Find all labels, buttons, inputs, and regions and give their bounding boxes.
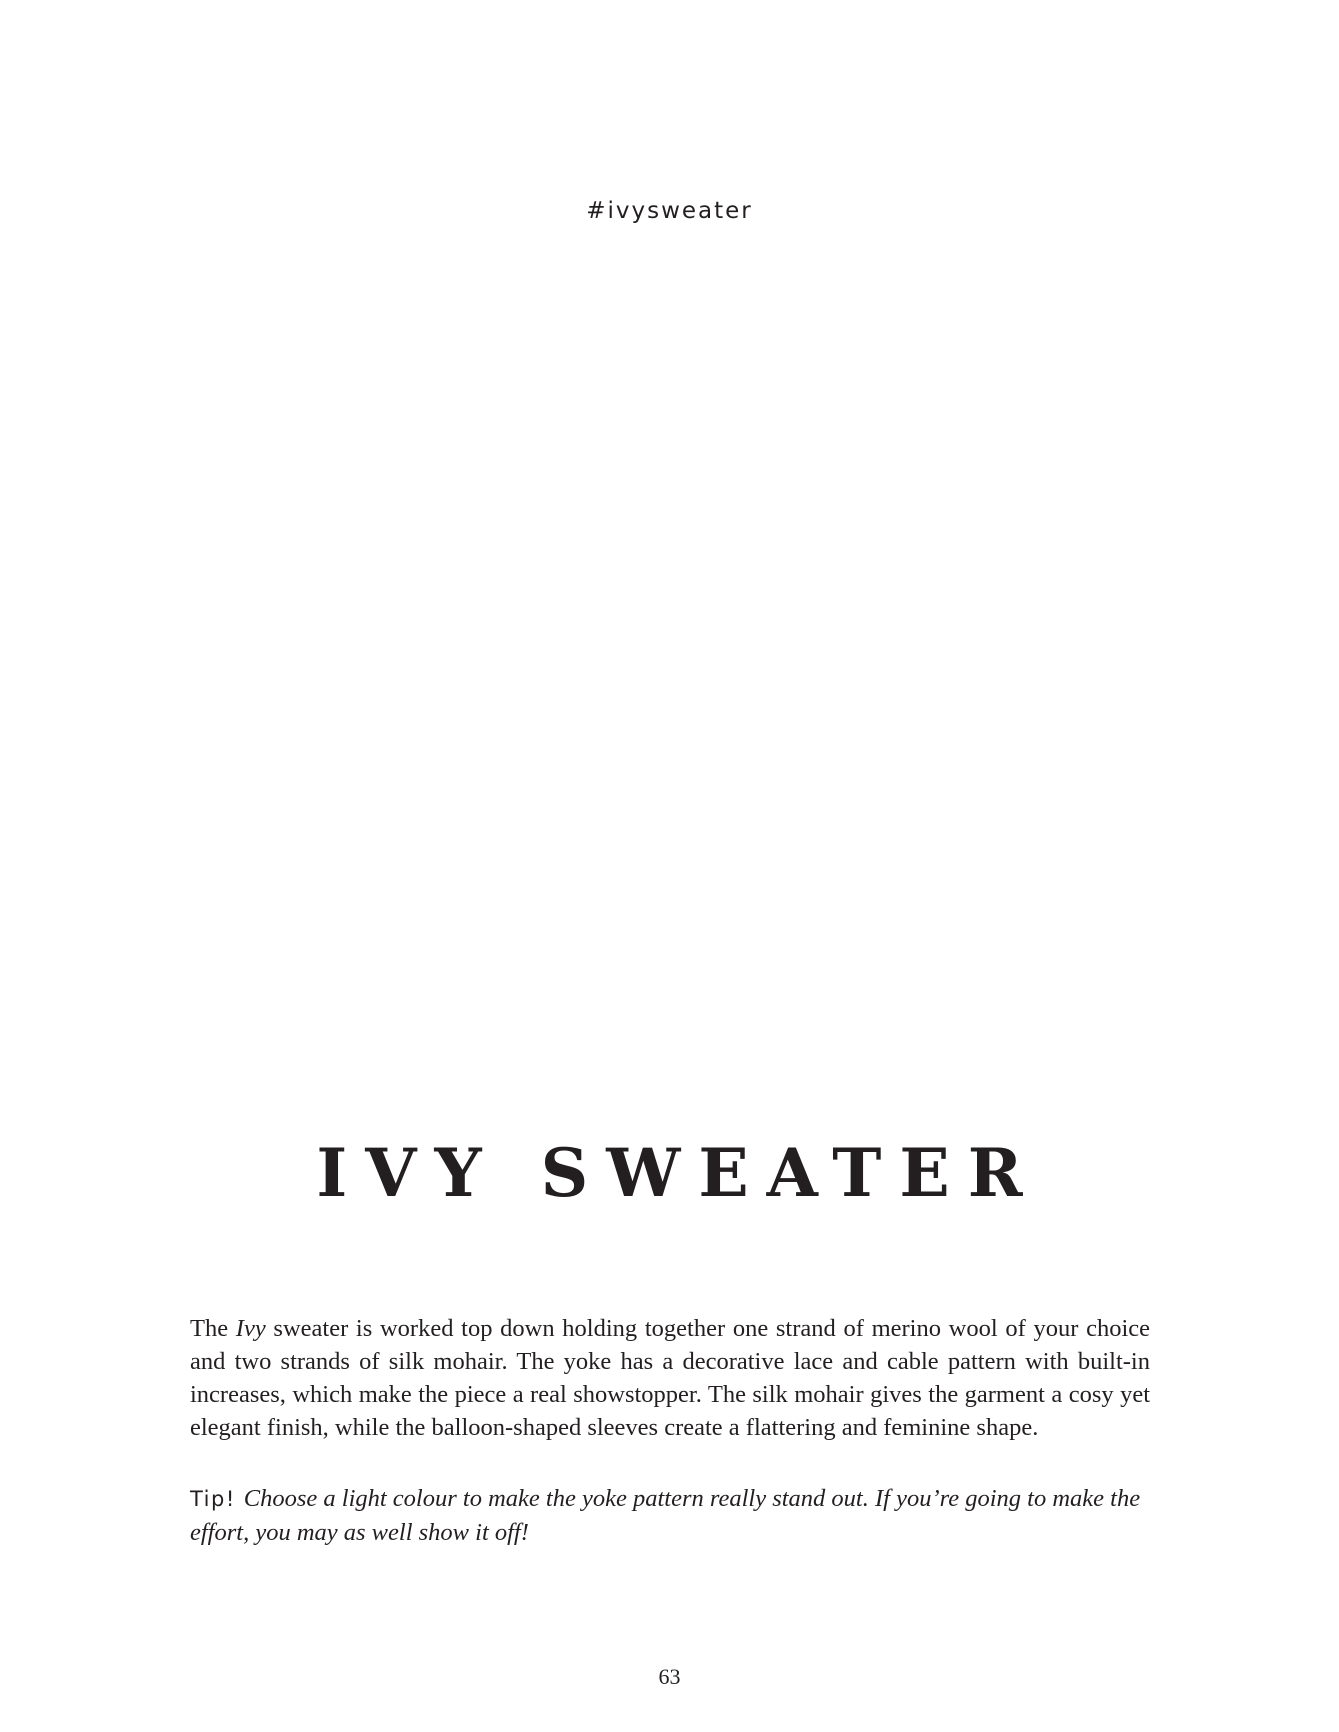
tip-text: Choose a light colour to make the yoke pattern really stand out. If you’re going to make the effort, you may as well show it off! bbox=[190, 1485, 1141, 1546]
sweater-name: Ivy bbox=[235, 1315, 266, 1342]
tip-label: Tip! bbox=[190, 1487, 236, 1511]
description-text: sweater is worked top down holding together one strand of merino wool of your choice and two strands of silk mohair. The yoke has a decorative lace and cable pattern with built-in increases, which make the piece a real showstopper. The silk mohair gives the garment a cosy yet elegant finish, while the balloon-shaped sleeves create a flattering and feminine shape. bbox=[190, 1315, 1150, 1441]
description-lead: The bbox=[190, 1315, 236, 1342]
page-number: 63 bbox=[658, 1664, 681, 1689]
description-paragraph bbox=[190, 1312, 1150, 1444]
tip-paragraph bbox=[190, 1482, 1150, 1549]
page-title: IVY SWEATER bbox=[316, 1134, 1041, 1212]
hashtag: #ivysweater bbox=[586, 198, 753, 224]
